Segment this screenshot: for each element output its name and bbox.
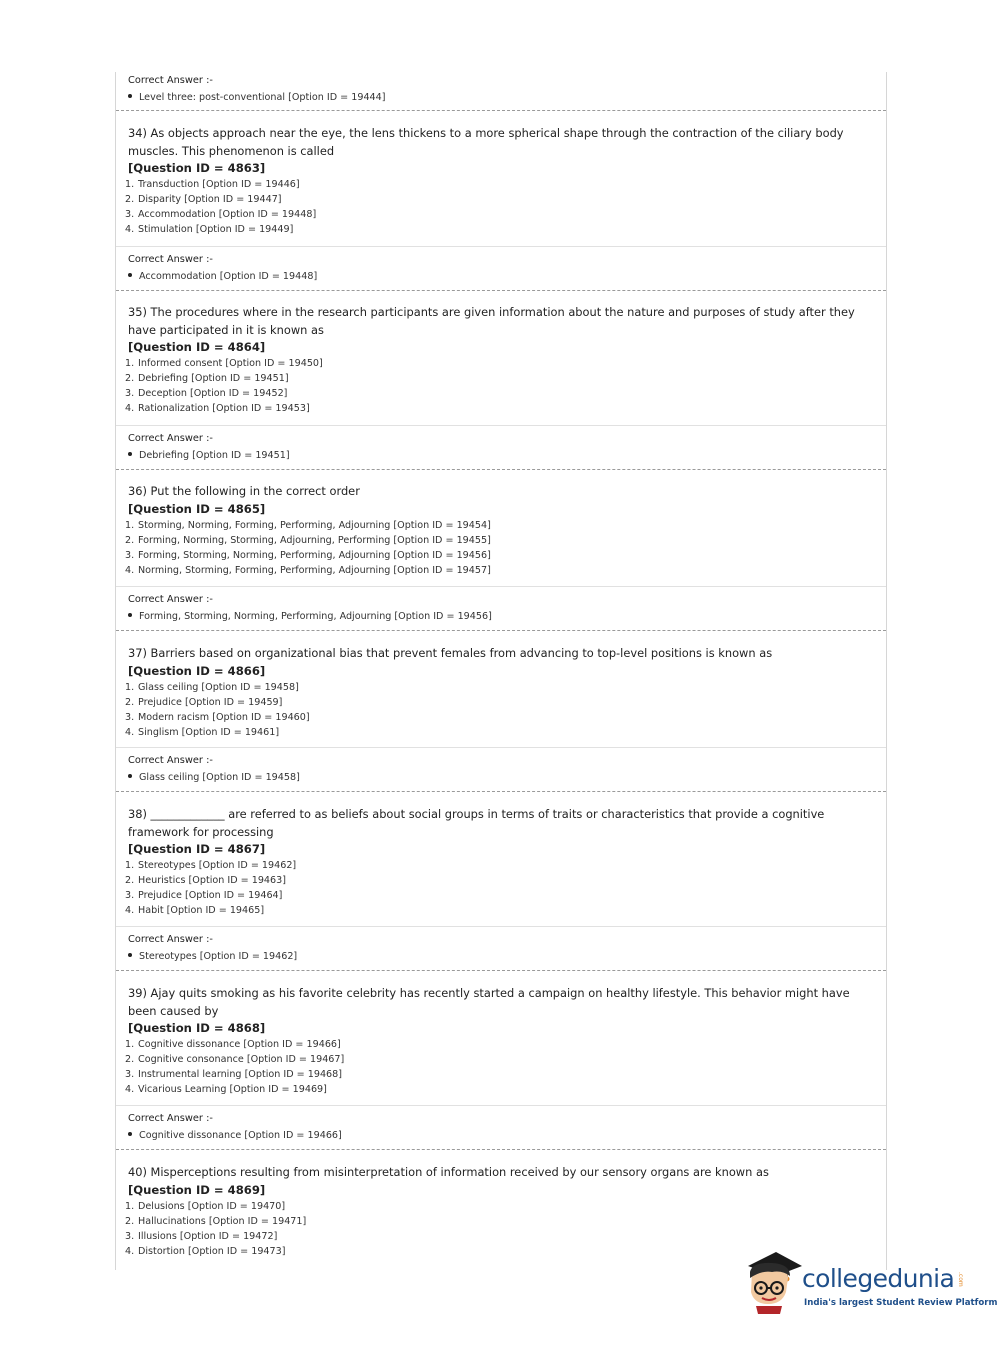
- question-text: 35) The procedures where in the research participants are given information about the nature and purposes of study after they have participated in it is known as: [128, 305, 855, 337]
- correct-answer-label: Correct Answer :-: [128, 934, 213, 945]
- question-37: [116, 645, 886, 740]
- option-item: 2. Heuristics [Option ID = 19463]: [125, 875, 286, 886]
- correct-answer-label: Correct Answer :-: [128, 755, 213, 766]
- answer-divider: [116, 246, 886, 247]
- answer-block-38: [116, 932, 886, 965]
- question-divider: [116, 110, 886, 111]
- question-35: [116, 304, 886, 416]
- question-text: 36) Put the following in the correct order: [128, 484, 360, 498]
- brand-tagline: India's largest Student Review Platform: [804, 1298, 998, 1308]
- brand-name: collegedunia: [802, 1264, 955, 1293]
- question-38: [116, 806, 886, 918]
- answer-block-37: [116, 753, 886, 786]
- option-item: 4. Stimulation [Option ID = 19449]: [125, 224, 294, 235]
- answer-block-36: [116, 592, 886, 625]
- correct-answer-value: Level three: post-conventional [Option ID = 19444]: [128, 89, 874, 106]
- answer-divider: [116, 1105, 886, 1106]
- correct-answer-value: Forming, Storming, Norming, Performing, Adjourning [Option ID = 19456]: [116, 608, 886, 625]
- bullet-icon: [128, 953, 132, 957]
- option-item: 4. Distortion [Option ID = 19473]: [125, 1245, 286, 1257]
- graduate-mascot-icon: [742, 1248, 804, 1318]
- bullet-icon: [128, 94, 132, 98]
- answer-block-35: [116, 431, 886, 464]
- options-list: [125, 680, 874, 740]
- correct-answer-label: Correct Answer :-: [128, 75, 213, 86]
- option-item: 3. Modern racism [Option ID = 19460]: [125, 711, 310, 723]
- answer-divider: [116, 425, 886, 426]
- answer-block-39: [116, 1111, 886, 1144]
- brand-domain-suffix: .com: [957, 1272, 964, 1287]
- question-id: [Question ID = 4867]: [128, 842, 266, 856]
- question-text: 38) _____________ are referred to as beliefs about social groups in terms of traits or characteristics that provide a cognitive framework for processing: [128, 807, 825, 839]
- question-36: [116, 483, 886, 578]
- correct-answer-value: Cognitive dissonance [Option ID = 19466]: [116, 1127, 886, 1144]
- bullet-icon: [128, 613, 132, 617]
- correct-answer-value: Accommodation [Option ID = 19448]: [116, 268, 886, 285]
- question-40: [116, 1164, 886, 1259]
- option-item: 2. Debriefing [Option ID = 19451]: [125, 373, 289, 384]
- answer-divider: [116, 926, 886, 927]
- question-divider: [116, 630, 886, 631]
- option-item: 4. Rationalization [Option ID = 19453]: [125, 403, 310, 414]
- option-item: 3. Illusions [Option ID = 19472]: [125, 1230, 278, 1242]
- option-item: 3. Forming, Storming, Norming, Performing, Adjourning [Option ID = 19456]: [125, 549, 491, 561]
- option-item: 2. Cognitive consonance [Option ID = 19467]: [125, 1054, 345, 1065]
- option-item: 2. Forming, Norming, Storming, Adjourning, Performing [Option ID = 19455]: [125, 534, 491, 546]
- option-item: 2. Disparity [Option ID = 19447]: [125, 194, 282, 205]
- question-id: [Question ID = 4863]: [128, 161, 266, 175]
- question-id: [Question ID = 4868]: [128, 1021, 266, 1035]
- options-list: [125, 177, 874, 237]
- correct-answer-label: Correct Answer :-: [128, 254, 213, 265]
- question-divider: [116, 970, 886, 971]
- question-text: 34) As objects approach near the eye, the lens thickens to a more spherical shape through the contraction of the ciliary body muscles. This phenomenon is called: [128, 126, 844, 158]
- options-list: [125, 1037, 874, 1097]
- bullet-icon: [128, 774, 132, 778]
- options-list: [125, 858, 874, 918]
- correct-answer-label: Correct Answer :-: [128, 594, 213, 605]
- options-list: [125, 518, 874, 578]
- bullet-icon: [128, 452, 132, 456]
- option-item: 2. Prejudice [Option ID = 19459]: [125, 696, 283, 708]
- option-item: 1. Delusions [Option ID = 19470]: [125, 1200, 286, 1212]
- correct-answer-value: Stereotypes [Option ID = 19462]: [116, 948, 886, 965]
- question-text: 40) Misperceptions resulting from misinterpretation of information received by our sensory organs are known as: [128, 1165, 769, 1179]
- option-item: 3. Deception [Option ID = 19452]: [125, 388, 288, 399]
- question-id: [Question ID = 4869]: [128, 1182, 266, 1197]
- question-39: [116, 985, 886, 1097]
- correct-answer-label: Correct Answer :-: [128, 1113, 213, 1124]
- option-item: 3. Accommodation [Option ID = 19448]: [125, 209, 317, 220]
- option-item: 4. Singlism [Option ID = 19461]: [125, 726, 280, 738]
- correct-answer-value: Glass ceiling [Option ID = 19458]: [116, 769, 886, 786]
- answer-divider: [116, 747, 886, 748]
- answer-divider: [116, 586, 886, 587]
- option-item: 4. Vicarious Learning [Option ID = 19469]: [125, 1084, 327, 1095]
- question-34: [116, 125, 886, 237]
- answer-block-34: [116, 252, 886, 285]
- question-divider: [116, 1149, 886, 1150]
- question-divider: [116, 791, 886, 792]
- option-item: 3. Prejudice [Option ID = 19464]: [125, 890, 283, 901]
- option-item: 2. Hallucinations [Option ID = 19471]: [125, 1215, 307, 1227]
- question-text: 37) Barriers based on organizational bias that prevent females from advancing to top-level positions is known as: [128, 646, 773, 660]
- option-item: 1. Informed consent [Option ID = 19450]: [125, 358, 323, 369]
- bullet-icon: [128, 1132, 132, 1136]
- collegedunia-logo: [742, 1248, 998, 1320]
- answer-block-33: [128, 72, 874, 106]
- option-item: 1. Cognitive dissonance [Option ID = 19466]: [125, 1039, 341, 1050]
- option-item: 1. Transduction [Option ID = 19446]: [125, 179, 300, 190]
- correct-answer-label: Correct Answer :-: [128, 433, 213, 444]
- question-divider: [116, 469, 886, 470]
- question-text: 39) Ajay quits smoking as his favorite celebrity has recently started a campaign on healthy lifestyle. This behavior might have been caused by: [128, 986, 850, 1018]
- options-list: [125, 356, 874, 416]
- question-divider: [116, 290, 886, 291]
- document-page: [115, 72, 887, 1270]
- option-item: 1. Stereotypes [Option ID = 19462]: [125, 860, 297, 871]
- bullet-icon: [128, 273, 132, 277]
- question-id: [Question ID = 4865]: [128, 501, 266, 516]
- question-id: [Question ID = 4864]: [128, 340, 266, 354]
- option-item: 4. Habit [Option ID = 19465]: [125, 905, 265, 916]
- option-item: 3. Instrumental learning [Option ID = 19468]: [125, 1069, 342, 1080]
- correct-answer-value: Debriefing [Option ID = 19451]: [116, 447, 886, 464]
- option-item: 1. Storming, Norming, Forming, Performing, Adjourning [Option ID = 19454]: [125, 519, 491, 531]
- question-id: [Question ID = 4866]: [128, 663, 266, 678]
- option-item: 1. Glass ceiling [Option ID = 19458]: [125, 681, 299, 693]
- option-item: 4. Norming, Storming, Forming, Performing, Adjourning [Option ID = 19457]: [125, 564, 491, 576]
